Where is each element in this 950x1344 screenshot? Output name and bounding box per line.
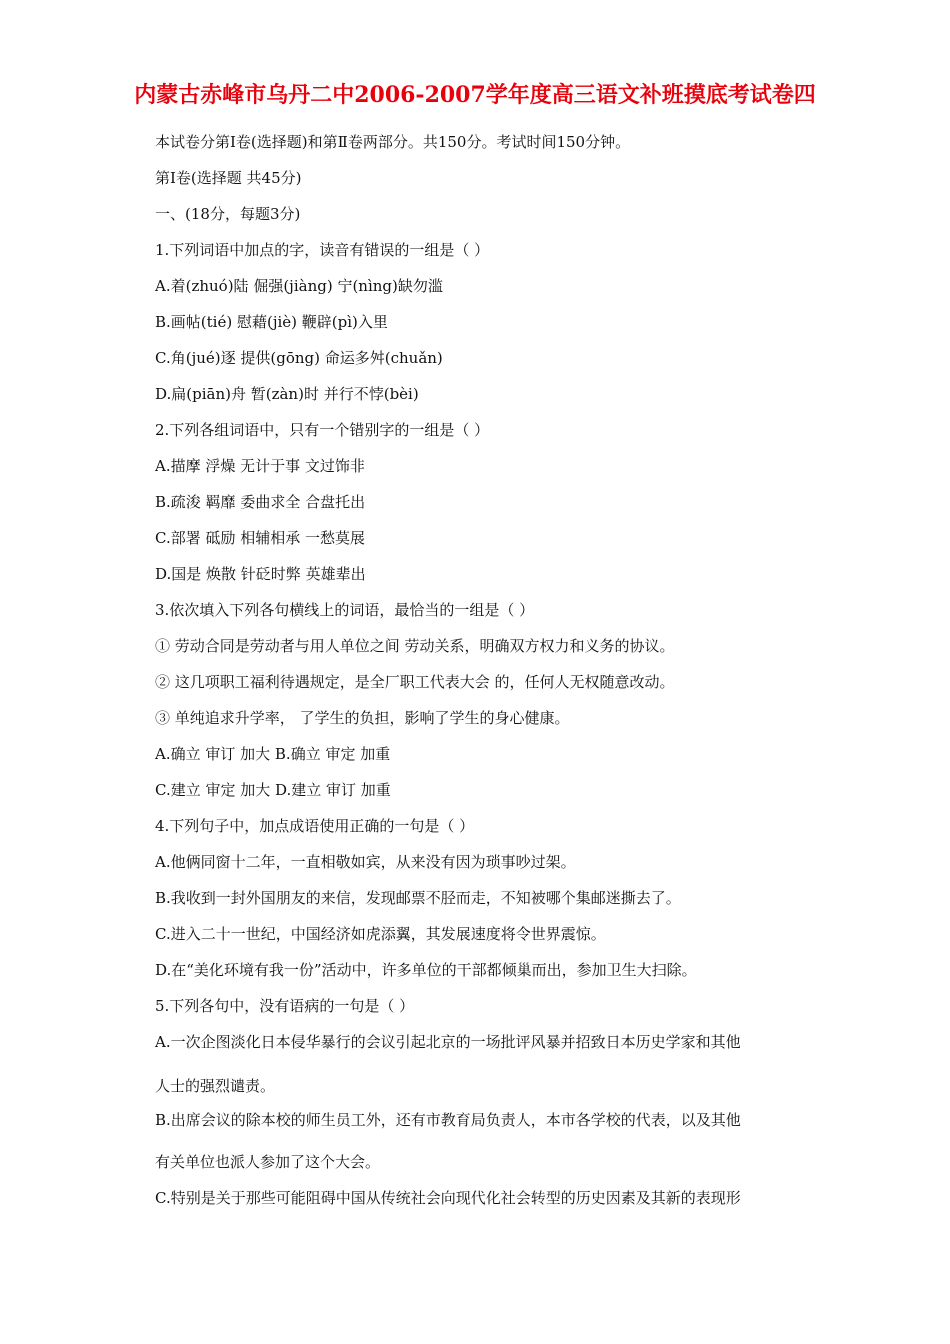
option-4a: A.他俩同窗十二年，一直相敬如宾，从来没有因为琐事吵过架。	[155, 853, 576, 871]
question-1: 1.下列词语中加点的字，读音有错误的一组是（ ）	[155, 241, 490, 259]
option-1c: C.角(jué)逐 提供(gōng) 命运多舛(chuǎn)	[155, 349, 443, 367]
sentence-3-3: ③ 单纯追求升学率， 了学生的负担，影响了学生的身心健康。	[155, 709, 570, 727]
option-1d: D.扁(piān)舟 暂(zàn)时 并行不悖(bèi)	[155, 385, 419, 403]
option-4c: C.进入二十一世纪，中国经济如虎添翼，其发展速度将令世界震惊。	[155, 925, 606, 943]
question-2: 2.下列各组词语中，只有一个错别字的一组是（ ）	[155, 421, 490, 439]
option-5c-line1: C.特别是关于那些可能阻碍中国从传统社会向现代化社会转型的历史因素及其新的表现形	[155, 1189, 741, 1207]
option-5a-line2: 人士的强烈谴责。	[155, 1077, 276, 1095]
option-2b: B.疏浚 羁靡 委曲求全 合盘托出	[155, 493, 366, 511]
option-1b: B.画帖(tié) 慰藉(jiè) 鞭辟(pì)入里	[155, 313, 388, 331]
option-5a-line1: A.一次企图淡化日本侵华暴行的会议引起北京的一场批评风暴并招致日本历史学家和其他	[155, 1033, 741, 1051]
option-5b-line2: 有关单位也派人参加了这个大会。	[155, 1153, 381, 1171]
question-3: 3.依次填入下列各句横线上的词语，最恰当的一组是（ ）	[155, 601, 535, 619]
option-5b-line1: B.出席会议的除本校的师生员工外，还有市教育局负责人，本市各学校的代表，以及其他	[155, 1111, 741, 1129]
sentence-3-1: ① 劳动合同是劳动者与用人单位之间 劳动关系，明确双方权力和义务的协议。	[155, 637, 675, 655]
option-2c: C.部署 砥励 相辅相承 一愁莫展	[155, 529, 366, 547]
option-4b: B.我收到一封外国朋友的来信，发现邮票不胫而走，不知被哪个集邮迷撕去了。	[155, 889, 681, 907]
option-3cd: C.建立 审定 加大 D.建立 审订 加重	[155, 781, 391, 799]
option-1a: A.着(zhuó)陆 倔强(jiàng) 宁(nìng)缺勿滥	[155, 277, 443, 295]
option-2a: A.描摩 浮燥 无计于事 文过饰非	[155, 457, 365, 475]
option-3ab: A.确立 审订 加大 B.确立 审定 加重	[155, 745, 391, 763]
option-4d: D.在“美化环境有我一份”活动中，许多单位的干部都倾巢而出，参加卫生大扫除。	[155, 961, 697, 979]
section-heading: 第Ⅰ卷(选择题 共45分)	[155, 169, 302, 187]
exam-intro: 本试卷分第Ⅰ卷(选择题)和第Ⅱ卷两部分。共150分。考试时间150分钟。	[155, 133, 631, 151]
option-2d: D.国是 焕散 针砭时弊 英雄辈出	[155, 565, 366, 583]
document-title: 内蒙古赤峰市乌丹二中2006-2007学年度高三语文补班摸底考试卷四	[134, 82, 816, 108]
question-4: 4.下列句子中，加点成语使用正确的一句是（ ）	[155, 817, 475, 835]
sentence-3-2: ② 这几项职工福利待遇规定，是全厂职工代表大会 的，任何人无权随意改动。	[155, 673, 675, 691]
part-heading: 一、(18分，每题3分)	[155, 205, 301, 223]
question-5: 5.下列各句中，没有语病的一句是（ ）	[155, 997, 415, 1015]
